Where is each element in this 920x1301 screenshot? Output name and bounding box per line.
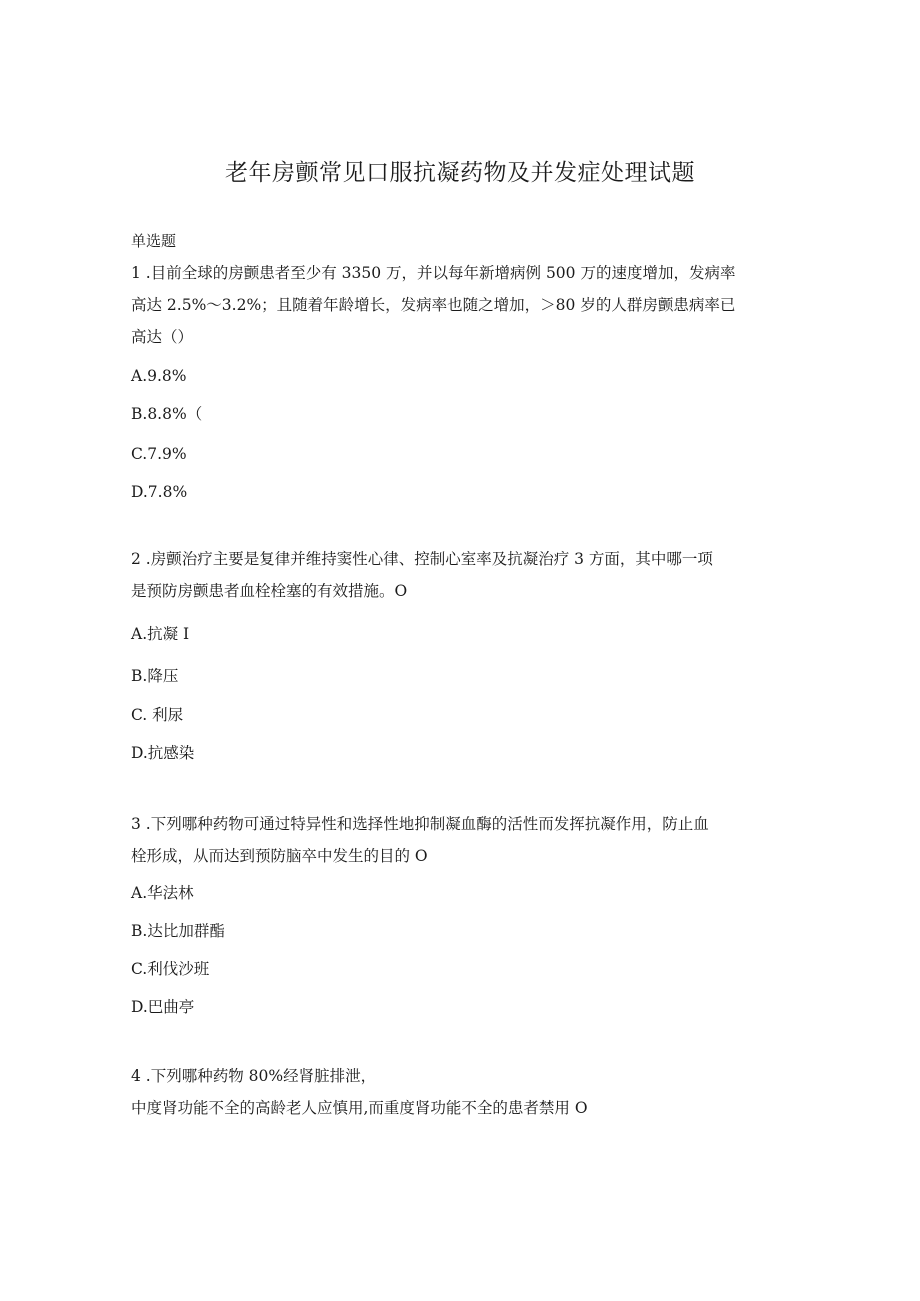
question-1-stem <box>131 257 781 353</box>
question-2-option-c: C. 利尿 <box>131 706 184 724</box>
question-stem-line: 1 .目前全球的房颤患者至少有 3350 万，并以每年新增病例 500 万的速度增加，发病率 <box>131 264 736 282</box>
question-stem-line: 高达（） <box>131 328 194 346</box>
question-4-stem <box>131 1060 781 1124</box>
question-3-option-a: A.华法林 <box>131 884 194 902</box>
question-2-option-b: B.降压 <box>131 667 179 685</box>
question-3-stem <box>131 808 781 872</box>
question-stem-line: 栓形成，从而达到预防脑卒中发生的目的 O <box>131 847 428 865</box>
question-2-option-a: A.抗凝 I <box>131 625 190 643</box>
question-2-option-d: D.抗感染 <box>131 744 195 762</box>
question-1-option-b: B.8.8%（ <box>131 405 203 423</box>
question-3-option-b: B.达比加群酯 <box>131 922 225 940</box>
question-3-option-c: C.利伐沙班 <box>131 960 210 978</box>
question-stem-line: 4 .下列哪种药物 80%经肾脏排泄， <box>131 1067 377 1085</box>
question-stem-line: 2 .房颤治疗主要是复律并维持窦性心律、控制心室率及抗凝治疗 3 方面，其中哪一项 <box>131 550 713 568</box>
question-stem-line: 3 .下列哪种药物可通过特异性和选择性地抑制凝血酶的活性而发挥抗凝作用，防止血 <box>131 815 709 833</box>
question-1-option-a: A.9.8% <box>131 367 187 385</box>
question-stem-line: 是预防房颤患者血栓栓塞的有效措施。O <box>131 582 408 600</box>
question-3-option-d: D.巴曲亭 <box>131 998 195 1016</box>
question-stem-line: 中度肾功能不全的高龄老人应慎用,而重度肾功能不全的患者禁用 O <box>131 1099 588 1117</box>
section-label: 单选题 <box>131 232 177 250</box>
question-2-stem <box>131 543 781 607</box>
document-title: 老年房颤常见口服抗凝药物及并发症处理试题 <box>225 160 695 186</box>
question-1-option-c: C.7.9% <box>131 445 187 463</box>
question-stem-line: 高达 2.5%～3.2%；且随着年龄增长，发病率也随之增加，＞80 岁的人群房颤患病率已 <box>131 296 736 314</box>
question-1-option-d: D.7.8% <box>131 483 188 501</box>
